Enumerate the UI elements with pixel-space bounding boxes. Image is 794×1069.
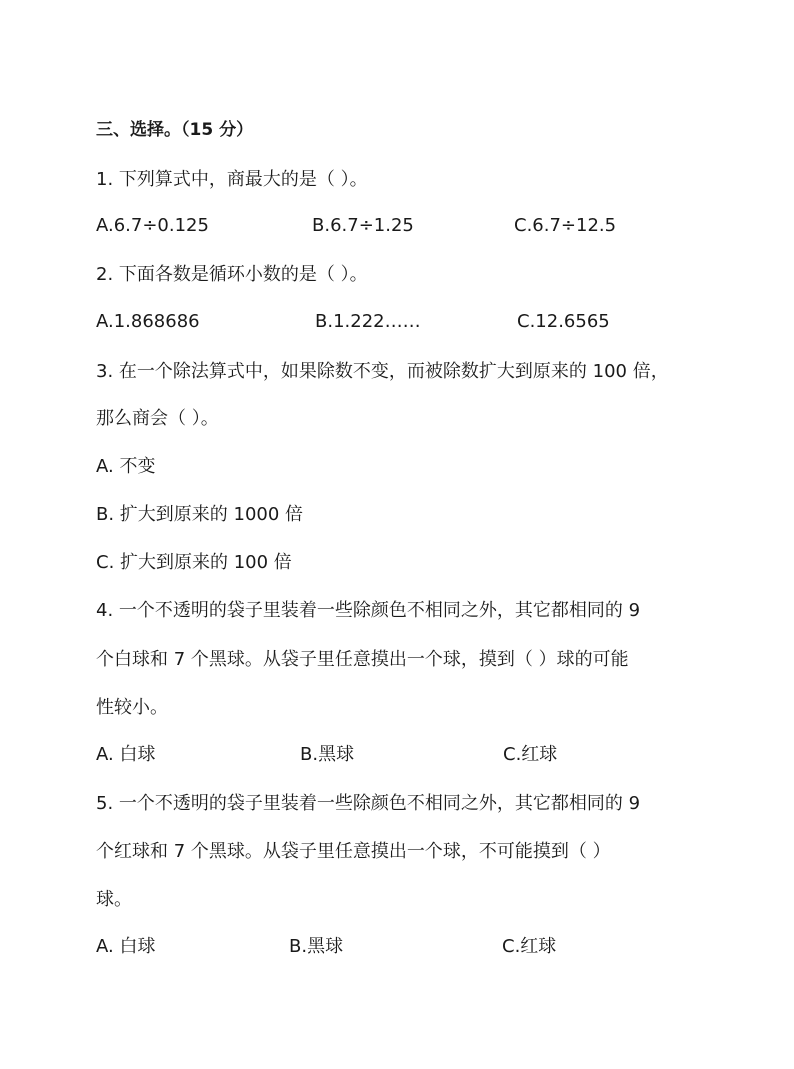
- question-4-option-a: A. 白球: [96, 744, 156, 765]
- question-5-option-c: C.红球: [502, 936, 557, 957]
- question-5-text-line-2: 个红球和 7 个黑球。从袋子里任意摸出一个球，不可能摸到（ ）: [96, 841, 611, 862]
- question-2-option-a: A.1.868686: [96, 311, 200, 332]
- question-5-option-a: A. 白球: [96, 936, 156, 957]
- question-5-option-b: B.黑球: [289, 936, 344, 957]
- question-2-option-c: C.12.6565: [517, 311, 610, 332]
- question-2-text: 2. 下面各数是循环小数的是（ ）。: [96, 264, 368, 285]
- question-3-option-a: A. 不变: [96, 456, 156, 477]
- question-3-text-line-1: 3. 在一个除法算式中，如果除数不变，而被除数扩大到原来的 100 倍，: [96, 361, 669, 382]
- question-1-text: 1. 下列算式中，商最大的是（ ）。: [96, 169, 368, 190]
- question-3-option-b: B. 扩大到原来的 1000 倍: [96, 504, 304, 525]
- question-1-option-a: A.6.7÷0.125: [96, 215, 209, 236]
- question-4-text-line-2: 个白球和 7 个黑球。从袋子里任意摸出一个球，摸到（ ）球的可能: [96, 649, 629, 670]
- question-4-option-c: C.红球: [503, 744, 558, 765]
- section-title: 三、选择。（15 分）: [96, 120, 254, 140]
- question-1-option-c: C.6.7÷12.5: [514, 215, 617, 236]
- question-3-option-c: C. 扩大到原来的 100 倍: [96, 552, 292, 573]
- question-3-text-line-2: 那么商会（ ）。: [96, 408, 219, 429]
- question-5-text-line-1: 5. 一个不透明的袋子里装着一些除颜色不相同之外，其它都相同的 9: [96, 793, 641, 814]
- question-4-option-b: B.黑球: [300, 744, 355, 765]
- question-4-text-line-1: 4. 一个不透明的袋子里装着一些除颜色不相同之外，其它都相同的 9: [96, 600, 641, 621]
- question-1-option-b: B.6.7÷1.25: [312, 215, 414, 236]
- question-4-text-line-3: 性较小。: [96, 697, 168, 718]
- question-5-text-line-3: 球。: [96, 889, 132, 910]
- question-2-option-b: B.1.222……: [315, 311, 421, 332]
